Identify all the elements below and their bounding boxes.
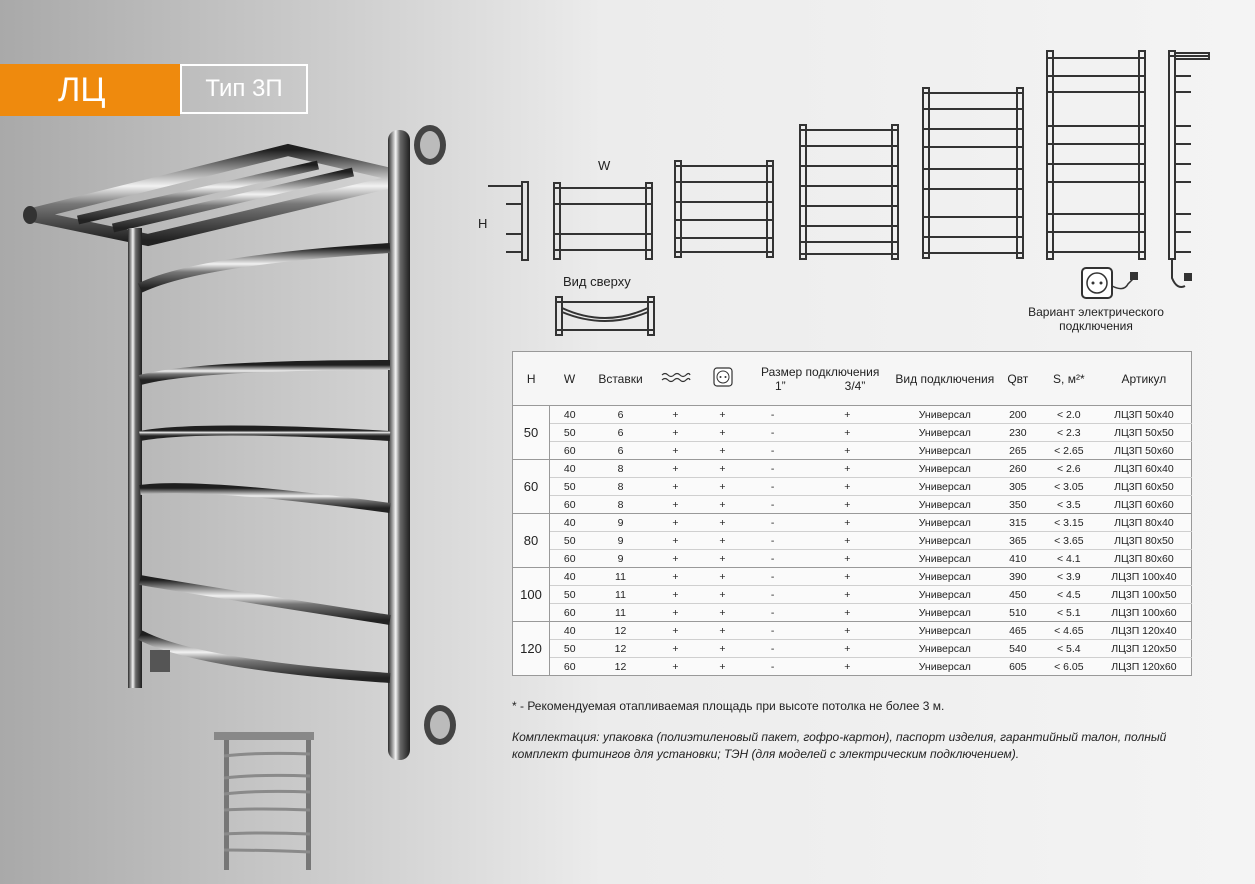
inserts-cell: 11	[590, 604, 652, 622]
table-row	[513, 568, 1192, 586]
size-34-cell: +	[800, 460, 895, 478]
table-row	[513, 514, 1192, 532]
type-cell: Универсал	[895, 604, 995, 622]
spec-table-body	[513, 406, 1192, 676]
w-cell: 40	[550, 568, 590, 586]
label-w: W	[598, 158, 611, 173]
w-cell: 40	[550, 460, 590, 478]
type-label: Тип 3П	[180, 64, 308, 114]
table-row	[513, 442, 1192, 460]
socket-cell: +	[700, 640, 746, 658]
type-cell: Универсал	[895, 460, 995, 478]
size-34-cell: +	[800, 550, 895, 568]
inserts-cell: 9	[590, 532, 652, 550]
socket-cell: +	[700, 406, 746, 424]
type-cell: Универсал	[895, 496, 995, 514]
size-1-cell: -	[746, 424, 800, 442]
socket-cell: +	[700, 568, 746, 586]
w-cell: 60	[550, 550, 590, 568]
side-view-diagram	[488, 180, 532, 262]
area-cell: < 6.05	[1041, 658, 1097, 676]
series-title: ЛЦ	[0, 64, 180, 116]
article-cell: ЛЦ3П 80x50	[1097, 532, 1192, 550]
article-cell: ЛЦ3П 100x40	[1097, 568, 1192, 586]
size-34-cell: +	[800, 532, 895, 550]
water-cell: +	[652, 658, 700, 676]
socket-cell: +	[700, 586, 746, 604]
water-cell: +	[652, 496, 700, 514]
type-cell: Универсал	[895, 622, 995, 640]
water-cell: +	[652, 460, 700, 478]
size-1-cell: -	[746, 586, 800, 604]
w-cell: 50	[550, 532, 590, 550]
size-1-cell: -	[746, 532, 800, 550]
water-cell: +	[652, 424, 700, 442]
inserts-cell: 8	[590, 478, 652, 496]
area-cell: < 2.6	[1041, 460, 1097, 478]
electric-socket-icon	[1080, 266, 1142, 300]
socket-cell: +	[700, 622, 746, 640]
table-row	[513, 640, 1192, 658]
area-cell: < 3.15	[1041, 514, 1097, 532]
top-view-diagram	[553, 294, 657, 338]
col-power: Qвт	[995, 352, 1041, 406]
w-cell: 40	[550, 622, 590, 640]
electric-side-view-diagram	[1165, 48, 1211, 298]
col-w: W	[550, 352, 590, 406]
water-cell: +	[652, 586, 700, 604]
power-cell: 260	[995, 460, 1041, 478]
table-row	[513, 406, 1192, 424]
inserts-cell: 11	[590, 568, 652, 586]
size-1-cell: -	[746, 622, 800, 640]
size-1-cell: -	[746, 640, 800, 658]
area-cell: < 2.65	[1041, 442, 1097, 460]
water-cell: +	[652, 514, 700, 532]
towel-rail-photo	[18, 120, 458, 770]
type-cell: Универсал	[895, 406, 995, 424]
model-50-diagram	[551, 180, 655, 262]
size-1-cell: -	[746, 550, 800, 568]
water-cell: +	[652, 442, 700, 460]
area-cell: < 5.1	[1041, 604, 1097, 622]
col-area: S, м²*	[1041, 352, 1097, 406]
w-cell: 50	[550, 478, 590, 496]
article-cell: ЛЦ3П 80x40	[1097, 514, 1192, 532]
power-cell: 200	[995, 406, 1041, 424]
inserts-cell: 6	[590, 442, 652, 460]
table-row	[513, 604, 1192, 622]
table-row	[513, 658, 1192, 676]
size-34-cell: +	[800, 406, 895, 424]
article-cell: ЛЦ3П 120x40	[1097, 622, 1192, 640]
type-cell: Универсал	[895, 568, 995, 586]
size-34-cell: +	[800, 622, 895, 640]
inserts-cell: 12	[590, 640, 652, 658]
size-1-cell: -	[746, 406, 800, 424]
inserts-cell: 6	[590, 424, 652, 442]
model-60-diagram	[672, 158, 776, 260]
model-80-diagram	[797, 122, 901, 262]
water-cell: +	[652, 604, 700, 622]
socket-cell: +	[700, 496, 746, 514]
power-cell: 605	[995, 658, 1041, 676]
inserts-cell: 8	[590, 496, 652, 514]
w-cell: 40	[550, 514, 590, 532]
footnote: * - Рекомендуемая отапливаемая площадь при высоте потолка не более 3 м.	[512, 699, 945, 713]
power-cell: 510	[995, 604, 1041, 622]
size-1: 1”	[774, 378, 786, 393]
inserts-cell: 8	[590, 460, 652, 478]
towel-rail-thumbnail	[210, 728, 320, 874]
power-cell: 410	[995, 550, 1041, 568]
water-cell: +	[652, 568, 700, 586]
inserts-cell: 9	[590, 550, 652, 568]
water-cell: +	[652, 532, 700, 550]
size-34-cell: +	[800, 424, 895, 442]
w-cell: 60	[550, 658, 590, 676]
model-120-diagram	[1044, 48, 1148, 262]
size-1-cell: -	[746, 514, 800, 532]
table-row	[513, 550, 1192, 568]
power-cell: 540	[995, 640, 1041, 658]
type-cell: Универсал	[895, 550, 995, 568]
article-cell: ЛЦ3П 60x50	[1097, 478, 1192, 496]
area-cell: < 3.5	[1041, 496, 1097, 514]
size-34-cell: +	[800, 604, 895, 622]
area-cell: < 3.9	[1041, 568, 1097, 586]
size-1-cell: -	[746, 442, 800, 460]
col-type: Вид подключения	[895, 352, 995, 406]
water-waves-icon	[661, 371, 691, 383]
socket-cell: +	[700, 604, 746, 622]
table-row	[513, 478, 1192, 496]
article-cell: ЛЦ3П 80x60	[1097, 550, 1192, 568]
socket-icon	[713, 367, 733, 387]
area-cell: < 4.1	[1041, 550, 1097, 568]
type-cell: Универсал	[895, 442, 995, 460]
type-cell: Универсал	[895, 514, 995, 532]
article-cell: ЛЦ3П 60x60	[1097, 496, 1192, 514]
w-cell: 50	[550, 424, 590, 442]
size-34-cell: +	[800, 568, 895, 586]
table-row	[513, 424, 1192, 442]
model-100-diagram	[920, 85, 1026, 261]
table-row	[513, 460, 1192, 478]
socket-cell: +	[700, 460, 746, 478]
area-cell: < 2.3	[1041, 424, 1097, 442]
height-cell: 80	[513, 514, 550, 568]
power-cell: 265	[995, 442, 1041, 460]
area-cell: < 3.65	[1041, 532, 1097, 550]
top-view-label: Вид сверху	[563, 274, 631, 289]
table-row	[513, 586, 1192, 604]
size-34-cell: +	[800, 496, 895, 514]
size-1-cell: -	[746, 496, 800, 514]
socket-cell: +	[700, 550, 746, 568]
socket-cell: +	[700, 532, 746, 550]
article-cell: ЛЦ3П 120x50	[1097, 640, 1192, 658]
size-1-cell: -	[746, 568, 800, 586]
size-34-cell: +	[800, 442, 895, 460]
inserts-cell: 6	[590, 406, 652, 424]
power-cell: 450	[995, 586, 1041, 604]
water-cell: +	[652, 622, 700, 640]
size-1-cell: -	[746, 658, 800, 676]
inserts-cell: 11	[590, 586, 652, 604]
size-1-cell: -	[746, 478, 800, 496]
inserts-cell: 12	[590, 658, 652, 676]
w-cell: 40	[550, 406, 590, 424]
type-cell: Универсал	[895, 478, 995, 496]
area-cell: < 3.05	[1041, 478, 1097, 496]
water-cell: +	[652, 406, 700, 424]
area-cell: < 5.4	[1041, 640, 1097, 658]
col-article: Артикул	[1097, 352, 1192, 406]
col-inserts: Вставки	[590, 352, 652, 406]
size-34: 3/4”	[844, 378, 866, 393]
w-cell: 60	[550, 496, 590, 514]
height-cell: 120	[513, 622, 550, 676]
power-cell: 390	[995, 568, 1041, 586]
type-cell: Универсал	[895, 424, 995, 442]
table-row	[513, 622, 1192, 640]
col-socket-icon	[700, 352, 746, 406]
power-cell: 305	[995, 478, 1041, 496]
col-h: H	[513, 352, 550, 406]
w-cell: 60	[550, 442, 590, 460]
article-cell: ЛЦ3П 50x40	[1097, 406, 1192, 424]
type-cell: Универсал	[895, 640, 995, 658]
water-cell: +	[652, 550, 700, 568]
inserts-cell: 12	[590, 622, 652, 640]
socket-cell: +	[700, 514, 746, 532]
article-cell: ЛЦ3П 50x50	[1097, 424, 1192, 442]
height-cell: 60	[513, 460, 550, 514]
type-cell: Универсал	[895, 586, 995, 604]
electric-variant-caption: Вариант электрического подключения	[1028, 305, 1164, 333]
w-cell: 60	[550, 604, 590, 622]
type-cell: Универсал	[895, 658, 995, 676]
size-title: Размер подключения	[760, 364, 880, 379]
area-cell: < 2.0	[1041, 406, 1097, 424]
w-cell: 50	[550, 640, 590, 658]
power-cell: 365	[995, 532, 1041, 550]
size-34-cell: +	[800, 640, 895, 658]
power-cell: 350	[995, 496, 1041, 514]
table-row	[513, 496, 1192, 514]
size-34-cell: +	[800, 658, 895, 676]
article-cell: ЛЦ3П 60x40	[1097, 460, 1192, 478]
article-cell: ЛЦ3П 120x60	[1097, 658, 1192, 676]
power-cell: 315	[995, 514, 1041, 532]
size-34-cell: +	[800, 586, 895, 604]
type-cell: Универсал	[895, 532, 995, 550]
socket-cell: +	[700, 658, 746, 676]
col-water-icon	[652, 352, 700, 406]
inserts-cell: 9	[590, 514, 652, 532]
power-cell: 465	[995, 622, 1041, 640]
water-cell: +	[652, 478, 700, 496]
height-cell: 50	[513, 406, 550, 460]
article-cell: ЛЦ3П 50x60	[1097, 442, 1192, 460]
power-cell: 230	[995, 424, 1041, 442]
socket-cell: +	[700, 424, 746, 442]
spec-table	[512, 351, 1192, 676]
w-cell: 50	[550, 586, 590, 604]
col-size	[746, 352, 895, 406]
area-cell: < 4.65	[1041, 622, 1097, 640]
socket-cell: +	[700, 442, 746, 460]
area-cell: < 4.5	[1041, 586, 1097, 604]
size-34-cell: +	[800, 514, 895, 532]
article-cell: ЛЦ3П 100x50	[1097, 586, 1192, 604]
size-34-cell: +	[800, 478, 895, 496]
article-cell: ЛЦ3П 100x60	[1097, 604, 1192, 622]
height-cell: 100	[513, 568, 550, 622]
size-1-cell: -	[746, 460, 800, 478]
package-contents: Комплектация: упаковка (полиэтиленовый пакет, гофро-картон), паспорт изделия, гарантийный талон, полный комплект фитингов для установки; ТЭН (для моделей с электрическим подключением).	[512, 730, 1167, 761]
socket-cell: +	[700, 478, 746, 496]
water-cell: +	[652, 640, 700, 658]
size-1-cell: -	[746, 604, 800, 622]
table-header-row	[513, 352, 1192, 406]
label-h: H	[478, 216, 488, 231]
table-row	[513, 532, 1192, 550]
